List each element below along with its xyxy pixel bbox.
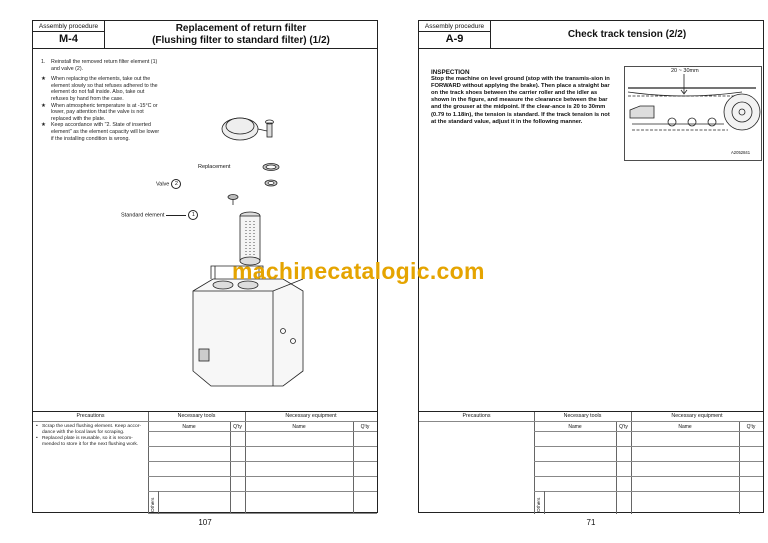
equipment-name-header: Name: [678, 424, 692, 430]
right-page-number: 71: [586, 518, 596, 527]
star-icon: ★: [41, 122, 46, 129]
track-illustration: [624, 66, 762, 161]
inspection-block: [431, 69, 616, 126]
left-title-line2: (Flushing filter to standard filter) (1/2): [152, 34, 330, 46]
step-text: When atmospheric temperature is at -15°C or lower, pay attention that the valve is not replaced with the plate.: [51, 102, 158, 122]
star-icon: ★: [41, 102, 46, 109]
divider: [353, 421, 354, 514]
left-steps: [41, 59, 161, 142]
divider: [148, 513, 377, 514]
right-procedure-code: A-9: [445, 33, 464, 45]
step-marker: 1.: [41, 59, 46, 65]
tools-name-header: Name: [182, 424, 196, 430]
precaution-text: Replaced plate is reusable, so it is recom-mended to store it for the next flushing work.: [42, 436, 139, 447]
divider: [534, 431, 763, 432]
left-procedure-code-box: [33, 21, 105, 49]
star-icon: ★: [41, 76, 46, 83]
inspection-text: Stop the machine on level ground (stop with the transmis-sion in FORWARD without applying the brake). Then place a straight bar on the track shoes between the carrier roller and the idler as shown in the figure, and measure the clearance between the bar and the grouser at the midpoint. If the clear-ance is 20 to 30mm (0.79 to 1.18in), the tension is standard. If the track tension is not at the standard value, adjust it in the following manner.: [431, 76, 610, 125]
right-procedure-code-box: [419, 21, 491, 49]
precaution-item: • Replaced plate is reusable, so it is recom-mended to store it for the next flushing work.: [36, 436, 139, 447]
precaution-notes: [36, 424, 144, 448]
watermark: machinecatalogic.com: [232, 258, 485, 284]
divider: [148, 431, 377, 432]
others-label: Others: [537, 497, 542, 512]
left-title-line1: Replacement of return filter: [175, 22, 307, 34]
right-title-text: Check track tension (2/2): [567, 28, 687, 40]
left-requirements-table: [33, 411, 377, 514]
filter-illustration: [153, 101, 353, 401]
divider: [230, 421, 231, 514]
divider: [534, 491, 763, 492]
divider: [739, 421, 740, 514]
left-page-number: 107: [198, 518, 212, 527]
step-item: [41, 76, 161, 102]
necessary-tools-header: Necessary tools: [177, 413, 216, 419]
divider: [616, 421, 617, 514]
others-label: Others: [151, 497, 156, 512]
equipment-name-header: Name: [292, 424, 306, 430]
right-requirements-table: [419, 411, 763, 514]
divider: [419, 421, 763, 422]
step-item: [41, 59, 161, 72]
element-number: 1: [188, 210, 198, 220]
precaution-text: Scrap the used flushing element. Keep accor-dance with the local laws for scraping.: [42, 424, 141, 435]
tools-name-header: Name: [568, 424, 582, 430]
necessary-equipment-header: Necessary equipment: [285, 413, 337, 419]
divider: [33, 421, 377, 422]
valve-label: [156, 179, 181, 189]
precautions-header: Precautions: [462, 413, 491, 419]
divider: [148, 476, 377, 477]
divider: [544, 491, 545, 514]
step-item: [41, 103, 161, 123]
divider: [534, 476, 763, 477]
left-procedure-code: M-4: [59, 33, 78, 45]
standard-element-text: Standard element: [121, 212, 165, 219]
step-text: Keep accordance with "2. State of inserted element" as the element capacity will be lower if the installing condition is wrong.: [51, 122, 160, 142]
divider: [158, 491, 159, 514]
divider: [148, 446, 377, 447]
tools-qty-header: Q'ty: [619, 424, 628, 430]
divider: [148, 461, 377, 462]
step-item: [41, 122, 161, 142]
figure-code: A2052841: [731, 150, 751, 155]
precautions-header: Precautions: [76, 413, 105, 419]
divider: [534, 461, 763, 462]
tools-qty-header: Q'ty: [233, 424, 242, 430]
precaution-item: • Scrap the used flushing element. Keep accor-dance with the local laws for scraping.: [36, 424, 141, 435]
necessary-equipment-header: Necessary equipment: [671, 413, 723, 419]
standard-element-label: [121, 210, 198, 220]
step-text: When replacing the elements, take out the element slowly so that refuses adhered to the element do not fall inside. Also, take out refuses by hand from the case.: [51, 76, 158, 102]
inspection-heading: INSPECTION: [431, 69, 470, 76]
right-header-label: Assembly procedure: [419, 22, 490, 32]
divider: [148, 491, 377, 492]
equipment-qty-header: Q'ty: [360, 424, 370, 430]
valve-number: 2: [171, 179, 181, 189]
necessary-tools-header: Necessary tools: [563, 413, 602, 419]
equipment-qty-header: Q'ty: [746, 424, 756, 430]
divider: [534, 446, 763, 447]
valve-label-text: Valve: [156, 181, 170, 188]
left-page-title: [105, 21, 377, 49]
replacement-label: Replacement: [198, 164, 231, 170]
clearance-label: 20 ~ 30mm: [671, 68, 699, 74]
right-page-title: [491, 21, 763, 49]
step-text: Reinstall the removed return filter element (1) and valve (2).: [51, 59, 158, 72]
left-header-label: Assembly procedure: [33, 22, 104, 32]
